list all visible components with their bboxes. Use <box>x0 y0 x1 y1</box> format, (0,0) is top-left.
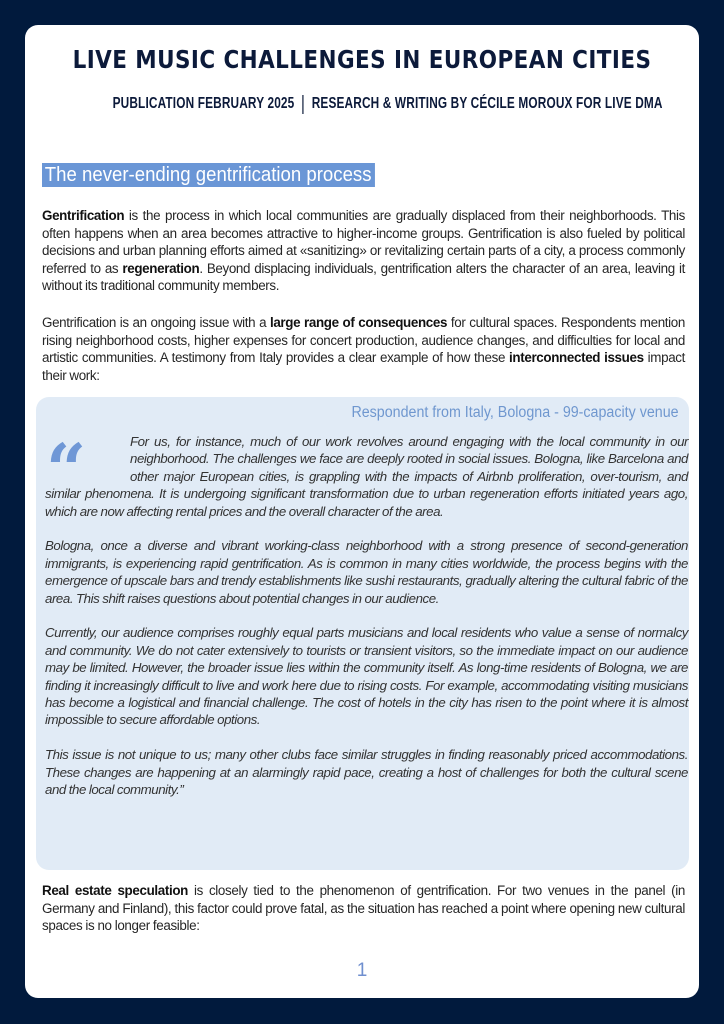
document-title: LIVE MUSIC CHALLENGES IN EUROPEAN CITIES <box>72 45 652 74</box>
term-real-estate-speculation: Real estate speculation <box>42 883 189 898</box>
document-subtitle <box>112 93 663 115</box>
page-number: 1 <box>356 960 368 981</box>
term-regeneration: regeneration <box>122 260 200 276</box>
section-heading: The never-ending gentrification process <box>42 163 375 187</box>
paragraph-text: Gentrification is an ongoing issue with a <box>42 315 270 330</box>
quote-paragraph: This issue is not unique to us; many other clubs face similar struggles in finding reasonably priced accommodations. These changes are happening at an alarmingly rapid pace, creating a host of challenges for both the cultural scene and the local community.” <box>45 747 688 798</box>
quote-paragraph-text: For us, for instance, much of our work revolves around engaging with the local community in our neighborhood. The challenges we face are deeply rooted in social issues. Bologna, like Barcelona and other major European cities, is grappling with the impacts of Airbnb proliferation, over-tourism, and similar phenomena. It is undergoing significant transformation due to urban regeneration efforts initiated years ago, which are now affecting rental prices and the overall character of the area. <box>45 434 688 519</box>
term-gentrification: Gentrification <box>42 208 125 223</box>
paragraph-text: . Beyond displacing individuals, gentrification alters the character of an area, leaving it without its traditional community members. <box>42 260 685 294</box>
paragraph-gentrification-definition <box>42 207 685 295</box>
quote-attribution: Respondent from Italy, Bologna - 99-capacity venue <box>351 404 679 421</box>
quote-paragraph <box>45 428 688 520</box>
testimony-quote-box <box>36 397 689 870</box>
paragraph-text: is the process in which local communities are gradually displaced from their neighborhoods. This often happens when an area becomes attractive to higher-income groups. Gentrification is also fueled by political decisions and urban planning efforts aimed at «sanitizing» or revitalizing certain parts of a city, a process commonly referred to as <box>42 208 685 276</box>
page-card <box>25 25 699 998</box>
paragraph-text: for cultural spaces. Respondents mention rising neighborhood costs, higher expenses for concert production, audience changes, and difficulties for local and artistic communities. A testimony from Italy provides a clear example of how these <box>42 315 685 366</box>
quote-paragraph: Currently, our audience comprises roughly equal parts musicians and local residents who value a sense of normalcy and community. We do not cater extensively to tourists or transient visitors, so the immediate impact on our audience may be limited. However, the broader issue lies within the community itself. As long-time residents of Bologna, we are finding it increasingly difficult to live and work here due to rising costs. For example, accommodating visiting musicians has become a logistical and financial challenge. The cost of hotels in the city has risen to the point where it is almost impossible to secure affordable options. <box>45 625 688 728</box>
quote-paragraph: Bologna, once a diverse and vibrant working-class neighborhood with a strong presence of second-generation immigrants, is experiencing rapid gentrification. As is common in many cities worldwide, the process begins with the emergence of upscale bars and trendy establishments like sushi restaurants, gradually altering the cultural fabric of the area. This shift raises questions about potential changes in our audience. <box>45 538 688 606</box>
quote-icon-spacer <box>45 433 130 485</box>
paragraph-consequences <box>42 314 685 384</box>
author-credit: RESEARCH & WRITING BY CÉCILE MOROUX FOR LIVE DMA <box>311 95 663 112</box>
publication-date: PUBLICATION FEBRUARY 2025 <box>112 95 295 112</box>
subtitle-separator: | <box>301 93 306 115</box>
term-large-range-of-consequences: large range of consequences <box>269 315 448 330</box>
paragraph-real-estate <box>42 882 685 935</box>
term-interconnected-issues: interconnected issues <box>509 350 644 366</box>
quote-text <box>45 428 688 798</box>
quote-open-icon: “ <box>46 428 81 511</box>
paragraph-text: is closely tied to the phenomenon of gentrification. For two venues in the panel (in Germany and Finland), this factor could prove fatal, as the situation has reached a point where opening new cultural spaces is no longer feasible: <box>42 883 685 934</box>
paragraph-text: impact their work: <box>42 350 686 383</box>
